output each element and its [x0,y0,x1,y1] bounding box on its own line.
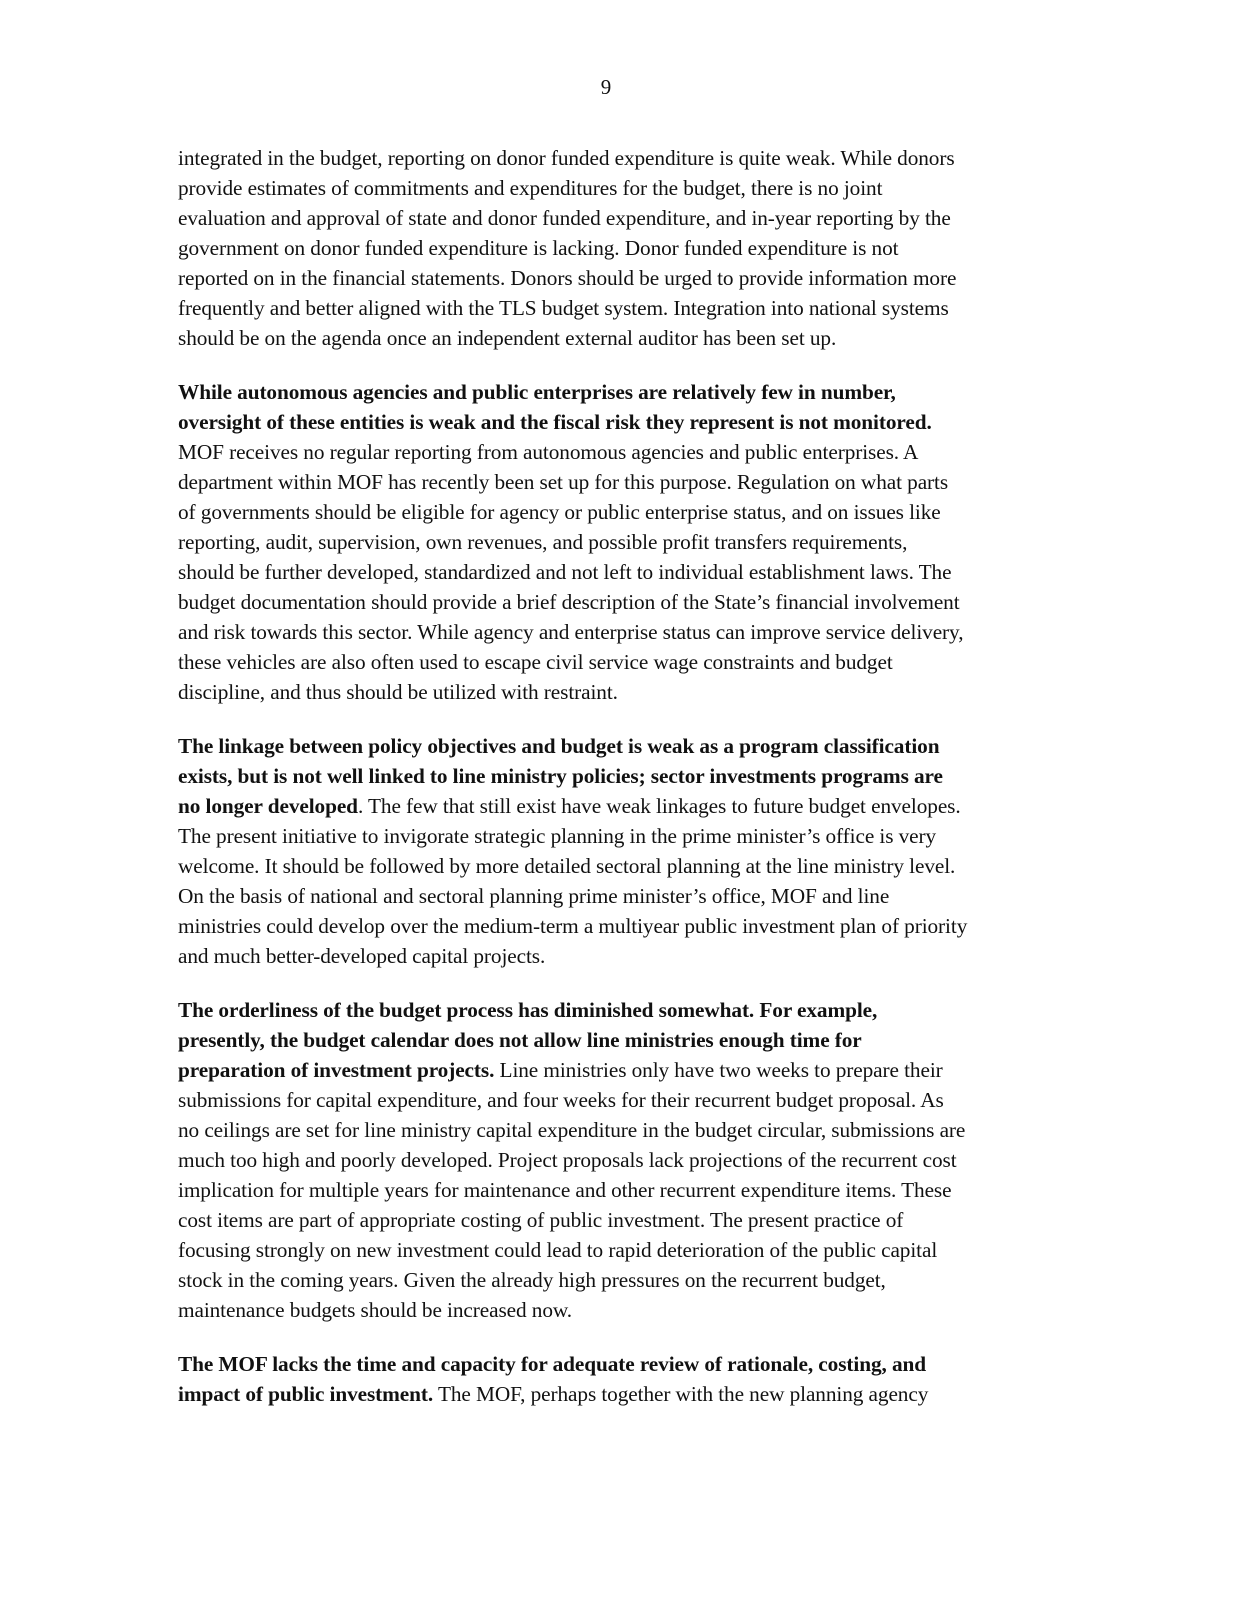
text-line: of governments should be eligible for agency or public enterprise status, and on issues like [178,500,941,524]
bold-lead-text: The MOF lacks the time and capacity for adequate review of rationale, costing, and [178,1352,926,1376]
text-line: focusing strongly on new investment could lead to rapid deterioration of the public capital [178,1238,938,1262]
bold-lead-text: The orderliness of the budget process has diminished somewhat. For example, [178,998,878,1022]
text-line: budget documentation should provide a brief description of the State’s financial involvement [178,590,960,614]
bold-lead-text: oversight of these entities is weak and the fiscal risk they represent is not monitored. [178,410,932,434]
bold-lead-text: no longer developed [178,794,358,818]
text-line: frequently and better aligned with the TLS budget system. Integration into national systems [178,296,949,320]
text-line [178,1351,926,1377]
text-line [178,1027,862,1053]
text-line: ministries could develop over the medium-term a multiyear public investment plan of priority [178,914,968,938]
text-line: should be further developed, standardized and not left to individual establishment laws. The [178,560,952,584]
bold-lead-text: impact of public investment. [178,1382,434,1406]
text-line [178,763,943,789]
text-line: much too high and poorly developed. Project proposals lack projections of the recurrent cost [178,1148,957,1172]
text-line: reported on in the financial statements. Donors should be urged to provide information more [178,266,957,290]
text-line: maintenance budgets should be increased now. [178,1298,573,1322]
text-line: integrated in the budget, reporting on donor funded expenditure is quite weak. While donors [178,146,955,170]
text-line [178,379,896,405]
bold-lead-text: preparation of investment projects. [178,1058,495,1082]
text-line: department within MOF has recently been set up for this purpose. Regulation on what parts [178,470,949,494]
bold-lead-text: presently, the budget calendar does not allow line ministries enough time for [178,1028,862,1052]
bold-lead-text: While autonomous agencies and public enterprises are relatively few in number, [178,380,896,404]
text-line [178,409,932,435]
bold-lead-text: The linkage between policy objectives and budget is weak as a program classification [178,734,940,758]
text-line: On the basis of national and sectoral planning prime minister’s office, MOF and line [178,884,890,908]
text-line: preparation of investment projects. Line ministries only have two weeks to prepare their [178,1058,943,1082]
text-line: provide estimates of commitments and expenditures for the budget, there is no joint [178,176,883,200]
text-line: government on donor funded expenditure is lacking. Donor funded expenditure is not [178,236,899,260]
text-line [178,733,939,759]
text-line: discipline, and thus should be utilized with restraint. [178,680,618,704]
text-line: reporting, audit, supervision, own revenues, and possible profit transfers requirements, [178,530,908,554]
text-line: The present initiative to invigorate strategic planning in the prime minister’s office is very [178,824,937,848]
bold-lead-text: exists, but is not well linked to line ministry policies; sector investments programs are [178,764,943,788]
text-line: evaluation and approval of state and donor funded expenditure, and in-year reporting by the [178,206,951,230]
text-line: should be on the agenda once an independent external auditor has been set up. [178,326,837,350]
text-line: cost items are part of appropriate costing of public investment. The present practice of [178,1208,904,1232]
text-line [178,997,877,1023]
text-line: and much better-developed capital projects. [178,944,546,968]
text-line: no longer developed. The few that still exist have weak linkages to future budget envelopes. [178,794,961,818]
text-line: and risk towards this sector. While agency and enterprise status can improve service delivery, [178,620,964,644]
text-line: welcome. It should be followed by more detailed sectoral planning at the line ministry level. [178,854,956,878]
text-line: implication for multiple years for maintenance and other recurrent expenditure items. These [178,1178,952,1202]
text-line: no ceilings are set for line ministry capital expenditure in the budget circular, submissions are [178,1118,966,1142]
text-line: MOF receives no regular reporting from autonomous agencies and public enterprises. A [178,440,919,464]
text-line: stock in the coming years. Given the already high pressures on the recurrent budget, [178,1268,886,1292]
text-line: these vehicles are also often used to escape civil service wage constraints and budget [178,650,893,674]
text-line: impact of public investment. The MOF, perhaps together with the new planning agency [178,1382,929,1406]
page-number: 9 [600,75,612,99]
text-line: submissions for capital expenditure, and four weeks for their recurrent budget proposal. As [178,1088,944,1112]
